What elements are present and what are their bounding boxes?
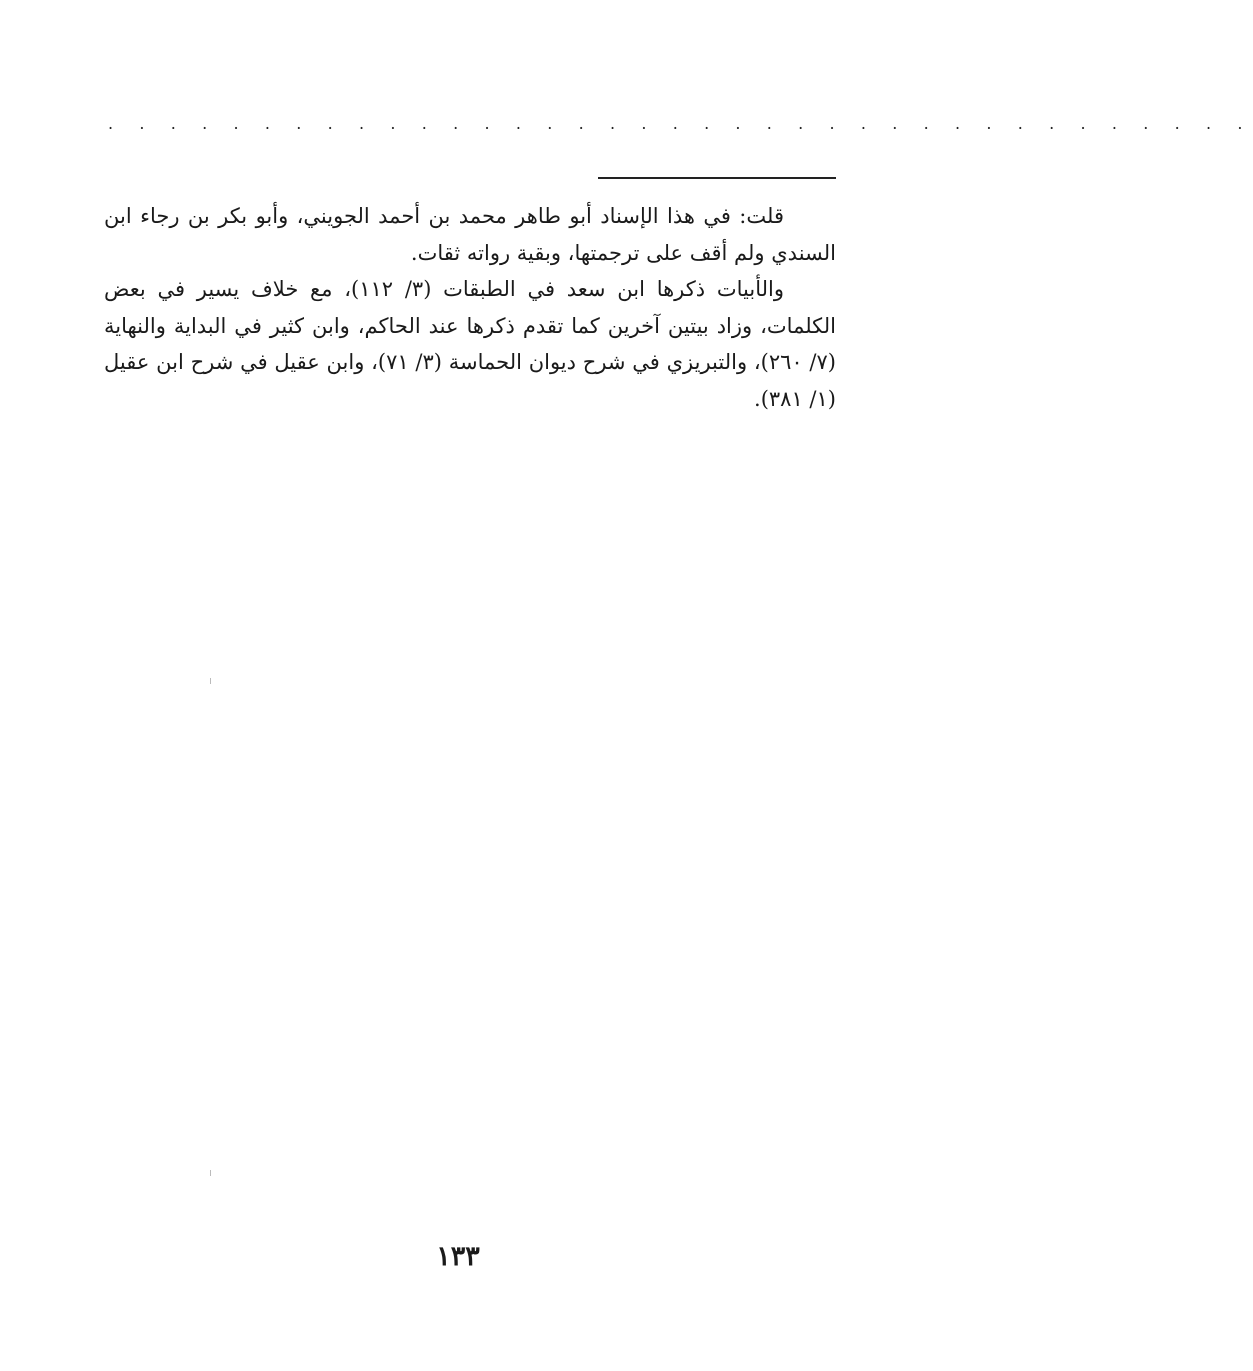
page-number: ١٣٣ — [436, 1241, 480, 1272]
footnotes-section — [104, 198, 836, 417]
dotted-separator: . . . . . . . . . . . . . . . . . . . . . . . . . . . . . . . . . . . . . — [108, 114, 1253, 133]
footnote-paragraph-1: قلت: في هذا الإسناد أبو طاهر محمد بن أحمد الجويني، وأبو بكر بن رجاء ابن السندي ولم أقف على ترجمتها، وبقية رواته ثقات. — [104, 204, 836, 265]
scan-speck — [210, 1170, 211, 1176]
scan-speck — [210, 678, 211, 684]
footnote-rule — [598, 177, 836, 179]
footnote-paragraph-2: والأبيات ذكرها ابن سعد في الطبقات (٣/ ١١٢)، مع خلاف يسير في بعض الكلمات، وزاد بيتين آخرين كما تقدم ذكرها عند الحاكم، وابن كثير في البداية والنهاية (٧/ ٢٦٠)، والتبريزي في شرح ديوان الحماسة (٣/ ٧١)، وابن عقيل في شرح ابن عقيل (١/ ٣٨١). — [104, 277, 836, 411]
